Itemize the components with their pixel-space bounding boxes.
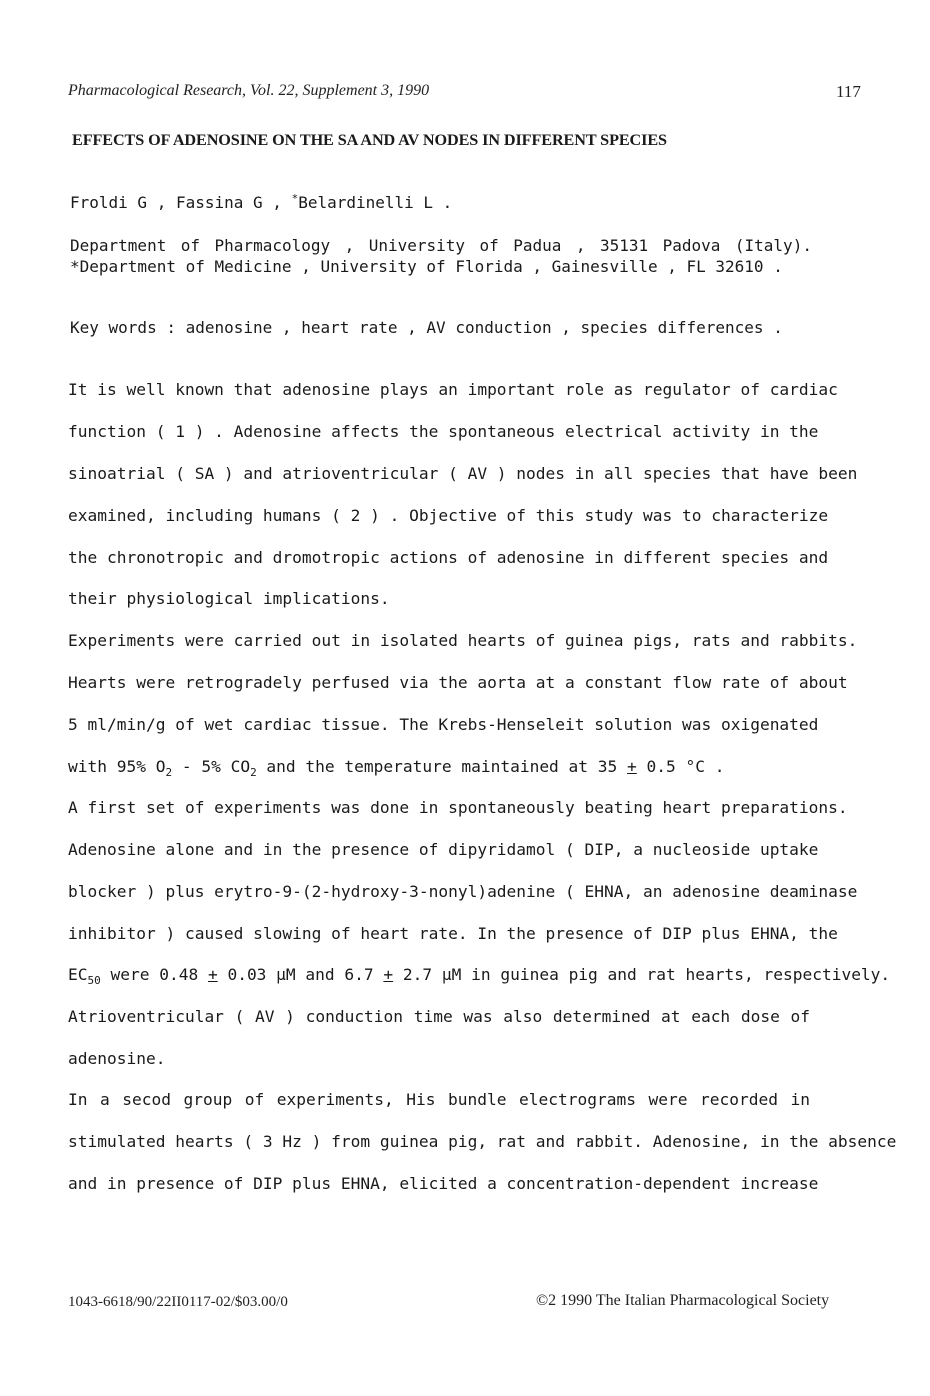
ec-b: were 0.48: [100, 965, 208, 984]
plus-minus-sign: +: [207, 965, 218, 984]
affiliation-word: University: [368, 236, 466, 255]
ec50-subscript: 50: [87, 974, 101, 987]
authors-part1: Froldi G , Fassina G ,: [70, 193, 292, 212]
p1-line: examined, including humans ( 2 ) . Objective of this study was to characterize: [68, 506, 829, 525]
affiliation-word: Department: [70, 236, 167, 255]
affiliations: [70, 235, 812, 277]
plus-minus-sign: +: [627, 757, 637, 776]
affiliation-word: ,: [575, 236, 586, 255]
page-number: 117: [836, 82, 861, 101]
affiliation-word: Padova: [662, 236, 721, 255]
o2-subscript: 2: [165, 766, 173, 779]
p3-line: blocker ) plus erytro-9-(2-hydroxy-3-nonyl)adenine ( EHNA, an adenosine deaminase: [68, 882, 858, 901]
authors-part2: Belardinelli L .: [298, 193, 453, 212]
affiliation-word: Padua: [513, 236, 562, 255]
p1-line: their physiological implications.: [68, 589, 390, 608]
p3-line: A first set of experiments was done in spontaneously beating heart preparations.: [68, 798, 848, 817]
p2-line: 5 ml/min/g of wet cardiac tissue. The Krebs-Henseleit solution was oxigenated: [68, 715, 819, 734]
p3-line-ec50: [68, 965, 891, 987]
journal-header: Pharmacological Research, Vol. 22, Supplement 3, 1990: [68, 82, 430, 99]
p2-gas-d: 0.5 °C .: [636, 757, 725, 776]
ec-label: EC: [68, 965, 88, 984]
p4-line: and in presence of DIP plus EHNA, elicited a concentration-dependent increase: [68, 1174, 819, 1193]
p4-line: In a secod group of experiments, His bundle electrograms were recorded in: [68, 1090, 810, 1109]
p3-line: adenosine.: [68, 1049, 166, 1068]
p2-line: Hearts were retrogradely perfused via the aorta at a constant flow rate of about: [68, 673, 848, 692]
footer-copyright: ©2 1990 The Italian Pharmacological Society: [536, 1292, 830, 1309]
affiliation-word: of: [180, 236, 201, 255]
p1-line: function ( 1 ) . Adenosine affects the spontaneous electrical activity in the: [68, 422, 819, 441]
affiliation-word: 35131: [599, 236, 649, 255]
paper-title: EFFECTS OF ADENOSINE ON THE SA AND AV NODES IN DIFFERENT SPECIES: [72, 131, 667, 149]
plus-minus-sign: +: [383, 965, 394, 984]
p1-line: sinoatrial ( SA ) and atrioventricular ( AV ) nodes in all species that have been: [68, 464, 858, 483]
p2-gas-a: with 95% O: [68, 757, 166, 776]
p3-line: Atrioventricular ( AV ) conduction time was also determined at each dose of: [68, 1007, 810, 1026]
ec-c: 0.03 μM and 6.7: [217, 965, 384, 984]
affiliation-word: of: [479, 236, 499, 255]
affiliation-line-1: [70, 235, 812, 256]
p1-line: the chronotropic and dromotropic actions of adenosine in different species and: [68, 548, 829, 567]
affiliation-line-2: *Department of Medicine , University of Florida , Gainesville , FL 32610 .: [70, 257, 783, 276]
affiliation-word: ,: [344, 236, 355, 255]
co2-subscript: 2: [250, 766, 257, 779]
p3-line: Adenosine alone and in the presence of dipyridamol ( DIP, a nucleoside uptake: [68, 840, 819, 859]
keywords: Key words : adenosine , heart rate , AV conduction , species differences .: [70, 318, 783, 337]
p1-line: It is well known that adenosine plays an important role as regulator of cardiac: [68, 380, 838, 399]
p4-line: stimulated hearts ( 3 Hz ) from guinea pig, rat and rabbit. Adenosine, in the absence: [68, 1132, 897, 1151]
p2-gas-b: - 5% CO: [172, 757, 251, 776]
affiliation-word: Pharmacology: [214, 236, 331, 255]
p2-line: Experiments were carried out in isolated hearts of guinea pigs, rats and rabbits.: [68, 631, 858, 650]
p3-line: inhibitor ) caused slowing of heart rate. In the presence of DIP plus EHNA, the: [68, 924, 838, 943]
authors: [70, 192, 452, 212]
p2-gas-c: and the temperature maintained at 35: [256, 757, 628, 776]
author-star: *: [291, 192, 299, 205]
p2-line-gas: [68, 757, 810, 779]
affiliation-word: (Italy).: [734, 236, 812, 255]
footer-issn: 1043-6618/90/22II0117-02/$03.00/0: [68, 1294, 288, 1310]
ec-d: 2.7 μM in guinea pig and rat hearts, respectively.: [393, 965, 891, 984]
